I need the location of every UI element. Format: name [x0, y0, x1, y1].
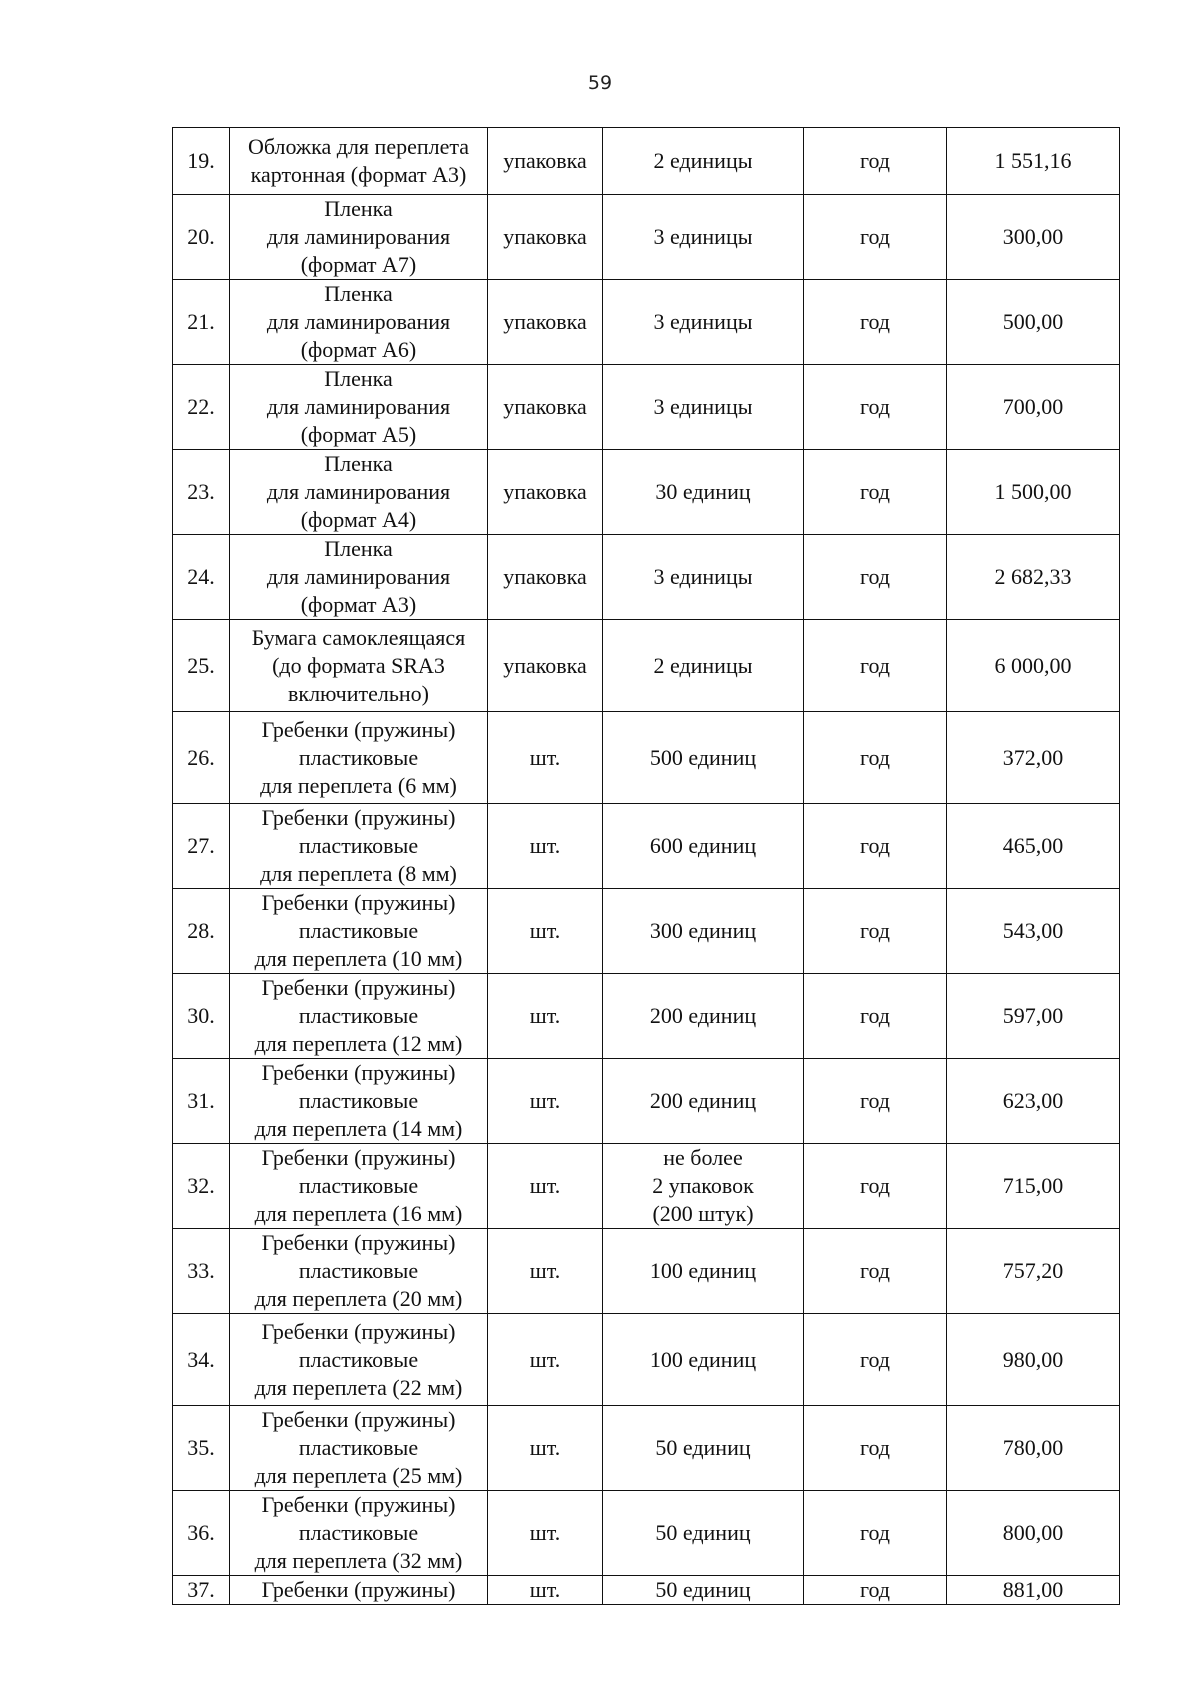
period: год [804, 450, 947, 535]
price: 780,00 [947, 1406, 1120, 1491]
quantity: 30 единиц [603, 450, 804, 535]
unit-of-measure: шт. [488, 974, 603, 1059]
period: год [804, 974, 947, 1059]
quantity: 200 единиц [603, 974, 804, 1059]
quantity: 2 единицы [603, 128, 804, 195]
unit-of-measure: упаковка [488, 195, 603, 280]
table-row [173, 1491, 1120, 1576]
price: 1 551,16 [947, 128, 1120, 195]
item-name: Пленка для ламинирования (формат А3) [230, 535, 488, 620]
row-number: 26. [173, 712, 230, 804]
quantity: 300 единиц [603, 889, 804, 974]
item-name: Гребенки (пружины) пластиковые для переплета (32 мм) [230, 1491, 488, 1576]
unit-of-measure: шт. [488, 1491, 603, 1576]
price: 597,00 [947, 974, 1120, 1059]
price: 700,00 [947, 365, 1120, 450]
row-number: 37. [173, 1576, 230, 1605]
period: год [804, 1144, 947, 1229]
quantity: 50 единиц [603, 1576, 804, 1605]
row-number: 32. [173, 1144, 230, 1229]
row-number: 25. [173, 620, 230, 712]
table-row [173, 280, 1120, 365]
price: 980,00 [947, 1314, 1120, 1406]
quantity: 200 единиц [603, 1059, 804, 1144]
table-row [173, 128, 1120, 195]
table-row [173, 974, 1120, 1059]
period: год [804, 620, 947, 712]
period: год [804, 804, 947, 889]
unit-of-measure: упаковка [488, 535, 603, 620]
row-number: 31. [173, 1059, 230, 1144]
item-name: Гребенки (пружины) пластиковые для переплета (20 мм) [230, 1229, 488, 1314]
quantity: 3 единицы [603, 195, 804, 280]
table-row [173, 535, 1120, 620]
table-row [173, 195, 1120, 280]
price: 500,00 [947, 280, 1120, 365]
row-number: 19. [173, 128, 230, 195]
quantity: 2 единицы [603, 620, 804, 712]
unit-of-measure: упаковка [488, 620, 603, 712]
price: 300,00 [947, 195, 1120, 280]
item-name: Гребенки (пружины) пластиковые для переплета (12 мм) [230, 974, 488, 1059]
table-row [173, 1314, 1120, 1406]
item-name: Гребенки (пружины) пластиковые для переплета (16 мм) [230, 1144, 488, 1229]
row-number: 27. [173, 804, 230, 889]
period: год [804, 280, 947, 365]
unit-of-measure: шт. [488, 1059, 603, 1144]
period: год [804, 1059, 947, 1144]
unit-of-measure: шт. [488, 1406, 603, 1491]
row-number: 35. [173, 1406, 230, 1491]
table-row [173, 1576, 1120, 1605]
price: 757,20 [947, 1229, 1120, 1314]
table-row [173, 1059, 1120, 1144]
item-name: Гребенки (пружины) пластиковые для переплета (10 мм) [230, 889, 488, 974]
quantity: не более 2 упаковок (200 штук) [603, 1144, 804, 1229]
period: год [804, 889, 947, 974]
row-number: 28. [173, 889, 230, 974]
item-name: Пленка для ламинирования (формат А4) [230, 450, 488, 535]
quantity: 50 единиц [603, 1491, 804, 1576]
row-number: 20. [173, 195, 230, 280]
period: год [804, 1406, 947, 1491]
item-name: Гребенки (пружины) пластиковые для переплета (22 мм) [230, 1314, 488, 1406]
row-number: 30. [173, 974, 230, 1059]
row-number: 33. [173, 1229, 230, 1314]
unit-of-measure: шт. [488, 804, 603, 889]
row-number: 22. [173, 365, 230, 450]
table-row [173, 889, 1120, 974]
quantity: 3 единицы [603, 365, 804, 450]
row-number: 21. [173, 280, 230, 365]
price: 2 682,33 [947, 535, 1120, 620]
price: 623,00 [947, 1059, 1120, 1144]
price: 800,00 [947, 1491, 1120, 1576]
price: 465,00 [947, 804, 1120, 889]
unit-of-measure: упаковка [488, 365, 603, 450]
row-number: 24. [173, 535, 230, 620]
supply-table [172, 127, 1120, 1605]
quantity: 600 единиц [603, 804, 804, 889]
period: год [804, 1229, 947, 1314]
unit-of-measure: упаковка [488, 280, 603, 365]
unit-of-measure: шт. [488, 1229, 603, 1314]
table-row [173, 1144, 1120, 1229]
price: 1 500,00 [947, 450, 1120, 535]
item-name: Пленка для ламинирования (формат А5) [230, 365, 488, 450]
item-name: Бумага самоклеящаяся (до формата SRA3 включительно) [230, 620, 488, 712]
table-row [173, 1406, 1120, 1491]
quantity: 500 единиц [603, 712, 804, 804]
table-row [173, 1229, 1120, 1314]
price: 715,00 [947, 1144, 1120, 1229]
period: год [804, 712, 947, 804]
row-number: 36. [173, 1491, 230, 1576]
unit-of-measure: шт. [488, 1144, 603, 1229]
quantity: 3 единицы [603, 535, 804, 620]
price: 543,00 [947, 889, 1120, 974]
item-name: Обложка для переплета картонная (формат А3) [230, 128, 488, 195]
quantity: 3 единицы [603, 280, 804, 365]
table-row [173, 804, 1120, 889]
item-name: Гребенки (пружины) [230, 1576, 488, 1605]
item-name: Гребенки (пружины) пластиковые для переплета (6 мм) [230, 712, 488, 804]
unit-of-measure: шт. [488, 1314, 603, 1406]
item-name: Гребенки (пружины) пластиковые для переплета (25 мм) [230, 1406, 488, 1491]
unit-of-measure: упаковка [488, 450, 603, 535]
quantity: 50 единиц [603, 1406, 804, 1491]
row-number: 23. [173, 450, 230, 535]
period: год [804, 535, 947, 620]
unit-of-measure: шт. [488, 1576, 603, 1605]
page-number: 59 [587, 72, 613, 94]
table-body [173, 128, 1120, 1605]
item-name: Пленка для ламинирования (формат А6) [230, 280, 488, 365]
item-name: Пленка для ламинирования (формат А7) [230, 195, 488, 280]
table-row [173, 450, 1120, 535]
price: 372,00 [947, 712, 1120, 804]
row-number: 34. [173, 1314, 230, 1406]
period: год [804, 1491, 947, 1576]
quantity: 100 единиц [603, 1229, 804, 1314]
unit-of-measure: шт. [488, 712, 603, 804]
item-name: Гребенки (пружины) пластиковые для переплета (8 мм) [230, 804, 488, 889]
item-name: Гребенки (пружины) пластиковые для переплета (14 мм) [230, 1059, 488, 1144]
price: 6 000,00 [947, 620, 1120, 712]
period: год [804, 128, 947, 195]
table-row [173, 712, 1120, 804]
unit-of-measure: упаковка [488, 128, 603, 195]
table-row [173, 365, 1120, 450]
period: год [804, 365, 947, 450]
period: год [804, 1576, 947, 1605]
period: год [804, 1314, 947, 1406]
table-row [173, 620, 1120, 712]
quantity: 100 единиц [603, 1314, 804, 1406]
period: год [804, 195, 947, 280]
unit-of-measure: шт. [488, 889, 603, 974]
price: 881,00 [947, 1576, 1120, 1605]
